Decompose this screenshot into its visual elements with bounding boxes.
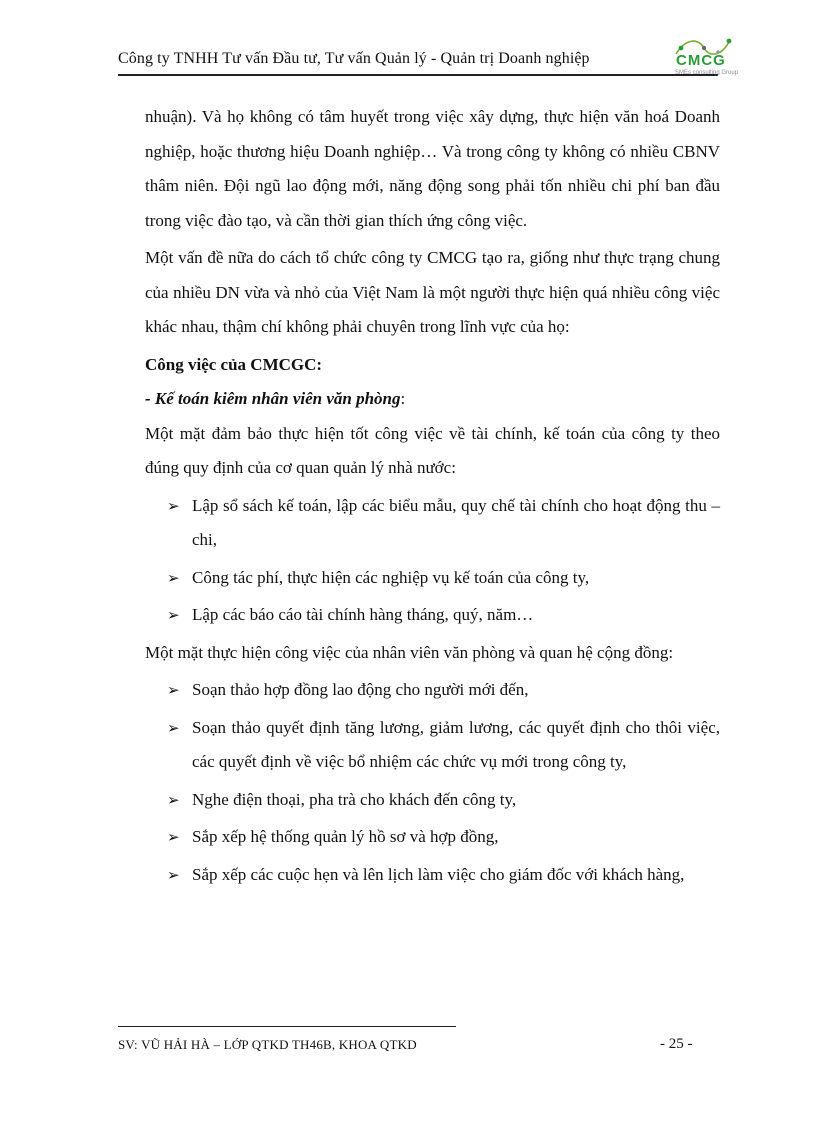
- list-item: ➢ Công tác phí, thực hiện các nghiệp vụ kế toán của công ty,: [145, 561, 720, 596]
- footer-divider: [118, 1026, 456, 1027]
- bullet-list-office: [145, 673, 720, 892]
- bullet-list-accounting: [145, 489, 720, 633]
- sub-heading-text: - Kế toán kiêm nhân viên văn phòng: [145, 389, 401, 408]
- document-body: [145, 100, 720, 895]
- list-item: ➢ Lập các báo cáo tài chính hàng tháng, quý, năm…: [145, 598, 720, 633]
- header-divider: [118, 74, 718, 76]
- list-item: ➢ Soạn thảo quyết định tăng lương, giảm lương, các quyết định cho thôi việc, các quyết định về việc bổ nhiệm các chức vụ mới trong công ty,: [145, 711, 720, 780]
- list-item: ➢ Sắp xếp hệ thống quản lý hồ sơ và hợp đồng,: [145, 820, 720, 855]
- sub-heading-colon: :: [400, 389, 406, 408]
- arrow-bullet-icon: ➢: [167, 718, 180, 737]
- arrow-bullet-icon: ➢: [167, 496, 180, 515]
- arrow-bullet-icon: ➢: [167, 790, 180, 809]
- list-item: ➢ Sắp xếp các cuộc hẹn và lên lịch làm việc cho giám đốc với khách hàng,: [145, 858, 720, 893]
- arrow-bullet-icon: ➢: [167, 568, 180, 587]
- page-number: - 25 -: [660, 1036, 693, 1052]
- list-item: ➢ Nghe điện thoại, pha trà cho khách đến công ty,: [145, 783, 720, 818]
- paragraph-2-text: Một vấn đề nữa do cách tổ chức công ty CMCG tạo ra, giống như thực trạng chung của nhiều DN vừa và nhỏ của Việt Nam là một người thực hiện quá nhiều công việc khác nhau, thậm chí không phải chuyên trong lĩnh vực của họ:: [145, 248, 720, 336]
- paragraph-2: [145, 241, 720, 345]
- logo-tagline: SMEs consulting Group: [675, 70, 739, 76]
- paragraph-3: Một mặt đảm bảo thực hiện tốt công việc về tài chính, kế toán của công ty theo đúng quy định của cơ quan quản lý nhà nước:: [145, 423, 720, 477]
- arrow-bullet-icon: ➢: [167, 865, 180, 884]
- list-item: ➢ Lập sổ sách kế toán, lập các biểu mẫu, quy chế tài chính cho hoạt động thu – chi,: [145, 489, 720, 558]
- footer-student-info: SV: VŨ HẢI HÀ – LỚP QTKD TH46B, KHOA QTKD: [118, 1037, 417, 1052]
- header-title: Công ty TNHH Tư vấn Đầu tư, Tư vấn Quản lý - Quản trị Doanh nghiệp: [118, 50, 590, 67]
- arrow-bullet-icon: ➢: [167, 681, 180, 699]
- logo-wordmark: CMCG: [676, 52, 726, 69]
- sub-heading: [145, 382, 720, 417]
- list-item: ➢ Soạn thảo hợp đồng lao động cho người mới đến,: [145, 673, 720, 708]
- paragraph-4: Một mặt thực hiện công việc của nhân viên văn phòng và quan hệ cộng đồng:: [145, 642, 674, 662]
- arrow-bullet-icon: ➢: [167, 828, 180, 846]
- paragraph-1: nhuận). Và họ không có tâm huyết trong việc xây dựng, thực hiện văn hoá Doanh nghiệp, hoặc thương hiệu Doanh nghiệp… Và trong công ty không có nhiều CBNV thâm niên. Đội ngũ lao động mới, năng động song phải tốn nhiều chi phí ban đầu trong việc đào tạo, và cần thời gian thích ứng công việc.: [145, 107, 720, 230]
- section-heading: Công việc của CMCGC:: [145, 354, 323, 374]
- arrow-bullet-icon: ➢: [167, 606, 180, 624]
